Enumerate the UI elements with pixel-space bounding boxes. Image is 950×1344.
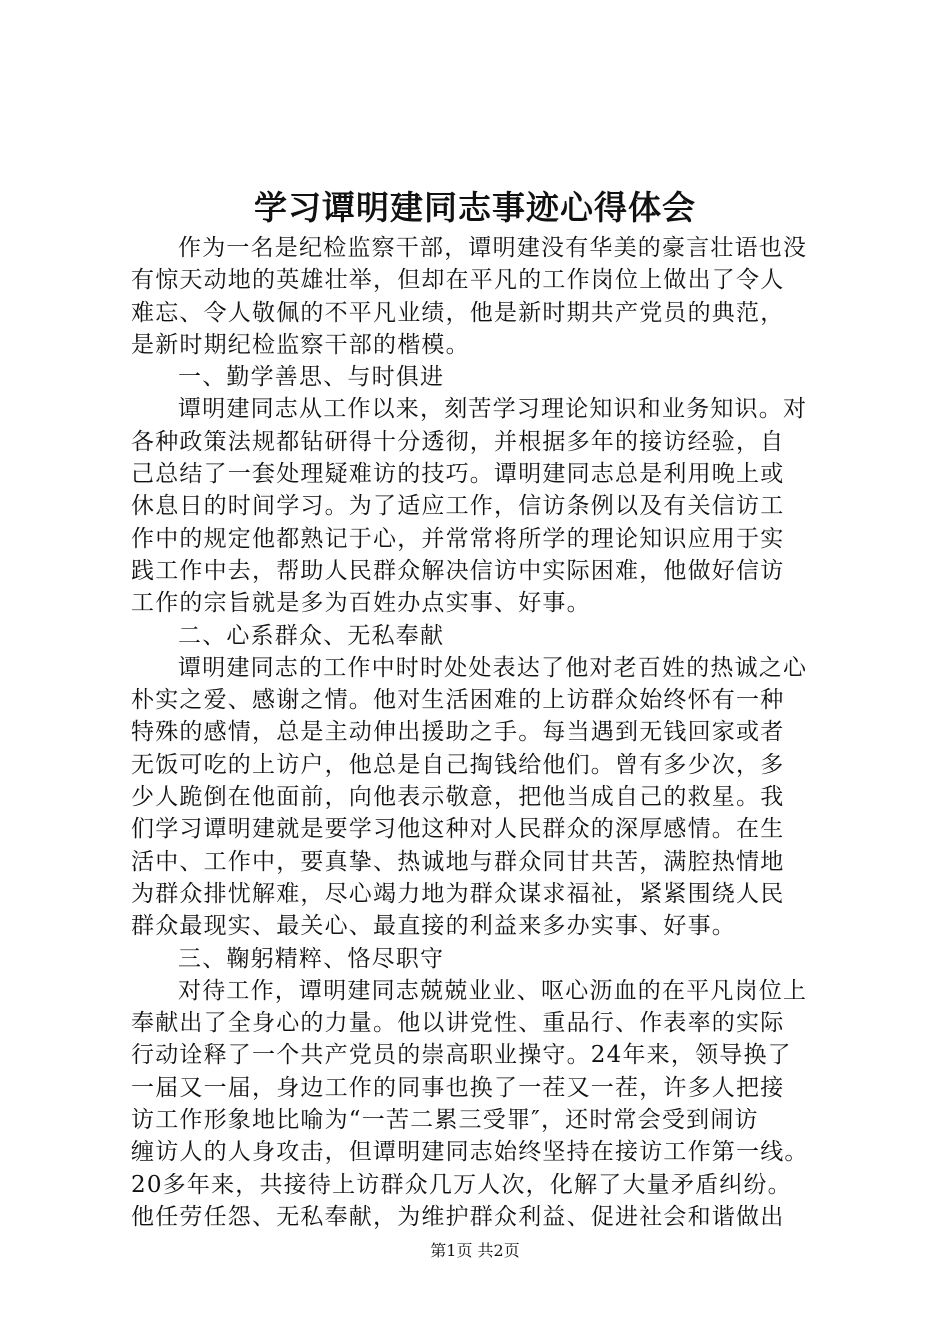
document-body <box>131 232 831 1233</box>
paragraph-line: 谭明建同志从工作以来，刻苦学习理论知识和业务知识。对 <box>178 396 808 423</box>
paragraph-line: 难忘、令人敬佩的不平凡业绩，他是新时期共产党员的典范， <box>131 299 785 326</box>
paragraph-line: 缠访人的人身攻击，但谭明建同志始终坚持在接访工作第一线。 <box>131 1139 809 1166</box>
paragraph-line: 践工作中去，帮助人民群众解决信访中实际困难，他做好信访 <box>131 557 785 584</box>
paragraph-line: 作中的规定他都熟记于心，并常常将所学的理论知识应用于实 <box>131 525 785 552</box>
paragraph-line: 他任劳任怨、无私奉献，为维护群众利益、促进社会和谐做出 <box>131 1203 785 1230</box>
paragraph-line: 少人跪倒在他面前，向他表示敬意，把他当成自己的救星。我 <box>131 784 785 811</box>
paragraph-line: 20多年来，共接待上访群众几万人次，化解了大量矛盾纠纷。 <box>131 1171 792 1198</box>
paragraph-line: 特殊的感情，总是主动伸出援助之手。每当遇到无钱回家或者 <box>131 719 785 746</box>
paragraph-line: 活中、工作中，要真挚、热诚地与群众同甘共苦，满腔热情地 <box>131 848 785 875</box>
section-heading: 三、鞠躬精粹、恪尽职守 <box>178 945 445 972</box>
paragraph-line: 谭明建同志的工作中时时处处表达了他对老百姓的热诚之心 <box>178 654 808 681</box>
paragraph-line: 对待工作，谭明建同志兢兢业业、呕心沥血的在平凡岗位上 <box>178 977 808 1004</box>
paragraph-line: 休息日的时间学习。为了适应工作，信访条例以及有关信访工 <box>131 493 785 520</box>
paragraph-line: 工作的宗旨就是多为百姓办点实事、好事。 <box>131 590 591 617</box>
paragraph-line: 访工作形象地比喻为“一苦二累三受罪″，还时常会受到闹访 <box>131 1107 759 1134</box>
paragraph-line: 作为一名是纪检监察干部，谭明建没有华美的豪言壮语也没 <box>178 235 808 261</box>
paragraph-line: 朴实之爱、感谢之情。他对生活困难的上访群众始终怀有一种 <box>131 687 785 714</box>
section-heading: 二、心系群众、无私奉献 <box>178 622 445 649</box>
paragraph-line: 群众最现实、最关心、最直接的利益来多办实事、好事。 <box>131 913 736 940</box>
paragraph-line: 有惊天动地的英雄壮举，但却在平凡的工作岗位上做出了令人 <box>131 267 785 294</box>
paragraph-line: 奉献出了全身心的力量。他以讲党性、重品行、作表率的实际 <box>131 1010 785 1037</box>
paragraph-line: 们学习谭明建就是要学习他这种对人民群众的深厚感情。在生 <box>131 816 785 843</box>
paragraph-line: 行动诠释了一个共产党员的崇高职业操守。24年来，领导换了 <box>131 1042 792 1069</box>
paragraph-line: 各种政策法规都钻研得十分透彻，并根据多年的接访经验，自 <box>131 428 785 455</box>
paragraph-line: 无饭可吃的上访户，他总是自己掏钱给他们。曾有多少次，多 <box>131 751 785 778</box>
paragraph-line: 为群众排忧解难，尽心竭力地为群众谋求福祉，紧紧围绕人民 <box>131 880 785 907</box>
paragraph-line: 是新时期纪检监察干部的楷模。 <box>131 331 470 358</box>
page-title: 学习谭明建同志事迹心得体会 <box>254 188 696 227</box>
section-heading: 一、勤学善思、与时俱进 <box>178 364 445 391</box>
page-footer: 第1页 共2页 <box>430 1241 520 1260</box>
paragraph-line: 己总结了一套处理疑难访的技巧。谭明建同志总是利用晚上或 <box>131 461 785 488</box>
paragraph-line: 一届又一届，身边工作的同事也换了一茬又一茬，许多人把接 <box>131 1074 785 1101</box>
